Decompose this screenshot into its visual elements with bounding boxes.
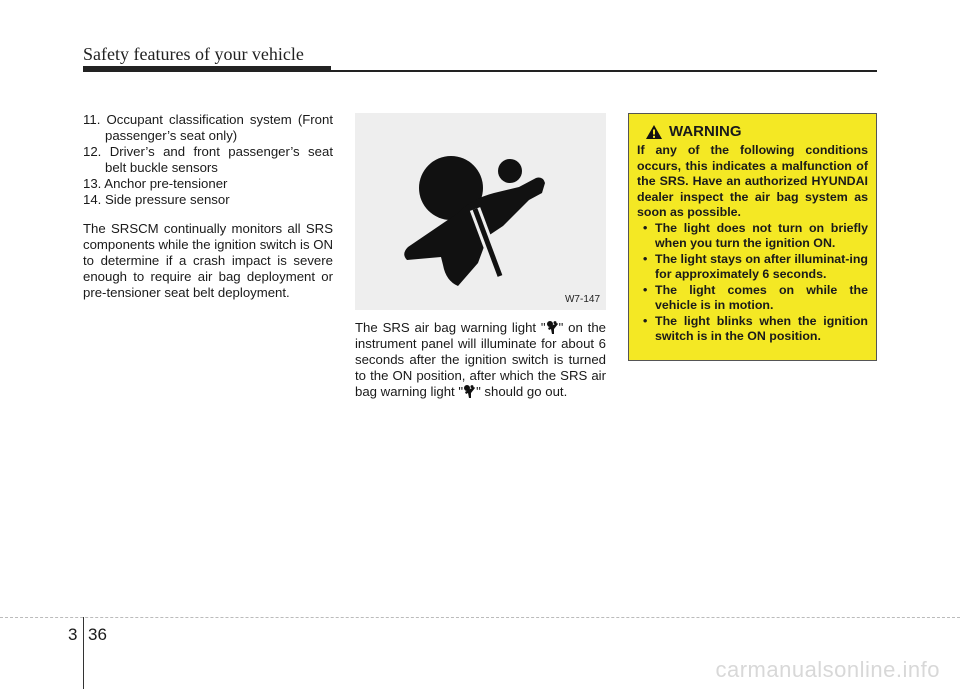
watermark: carmanualsonline.info <box>715 657 940 682</box>
page-number: 36 <box>88 625 107 644</box>
footer-rule <box>0 617 960 618</box>
airbag-warning-icon <box>463 384 476 399</box>
header-rule-accent <box>83 66 331 72</box>
list-item: 13. Anchor pre-tensioner <box>83 176 228 191</box>
chapter-number: 3 <box>68 625 78 644</box>
paragraph-text: " on the instrument panel will illuminate for about 6 seconds after the ignition switch is turned to the ON position, after which the SRS air bag warning light " <box>355 320 606 399</box>
figure-code: W7-147 <box>564 294 600 305</box>
warning-box <box>628 113 877 361</box>
airbag-figure <box>355 113 606 310</box>
airbag-warning-icon <box>355 113 606 310</box>
warning-triangle-icon <box>645 124 663 140</box>
footer-divider <box>83 617 84 689</box>
warning-item: • The light stays on after illuminat-ing for approximately 6 seconds. <box>637 252 868 283</box>
body-paragraph: The SRSCM continually monitors all SRS components while the ignition switch is ON to determine if a crash impact is severe enough to require air bag deployment or pre-tensioner seat belt deployment. <box>83 221 333 300</box>
warning-list <box>637 221 868 345</box>
left-column <box>83 112 333 314</box>
page-header-title: Safety features of your vehicle <box>83 44 304 64</box>
paragraph-text: " should go out. <box>476 384 568 399</box>
warning-intro: If any of the following conditions occurs, this indicates a malfunction of the SRS. Have an authorized HYUNDAI dealer inspect the air bag system as soon as possible. <box>637 143 868 219</box>
list-item: 14. Side pressure sensor <box>83 192 230 207</box>
airbag-warning-icon <box>546 320 559 335</box>
warning-title: WARNING <box>669 123 742 141</box>
warning-header <box>645 124 868 140</box>
list-item: 11. Occupant classification system (Front passenger’s seat only) <box>83 112 333 143</box>
warning-item: • The light comes on while the vehicle is in motion. <box>637 283 868 314</box>
warning-item: • The light blinks when the ignition switch is in the ON position. <box>637 314 868 345</box>
warning-item: • The light does not turn on briefly when you turn the ignition ON. <box>637 221 868 252</box>
list-item: 12. Driver’s and front passenger’s seat belt buckle sensors <box>83 144 333 175</box>
paragraph-text: The SRS air bag warning light " <box>355 320 546 335</box>
srs-warning-light-paragraph <box>355 320 606 400</box>
